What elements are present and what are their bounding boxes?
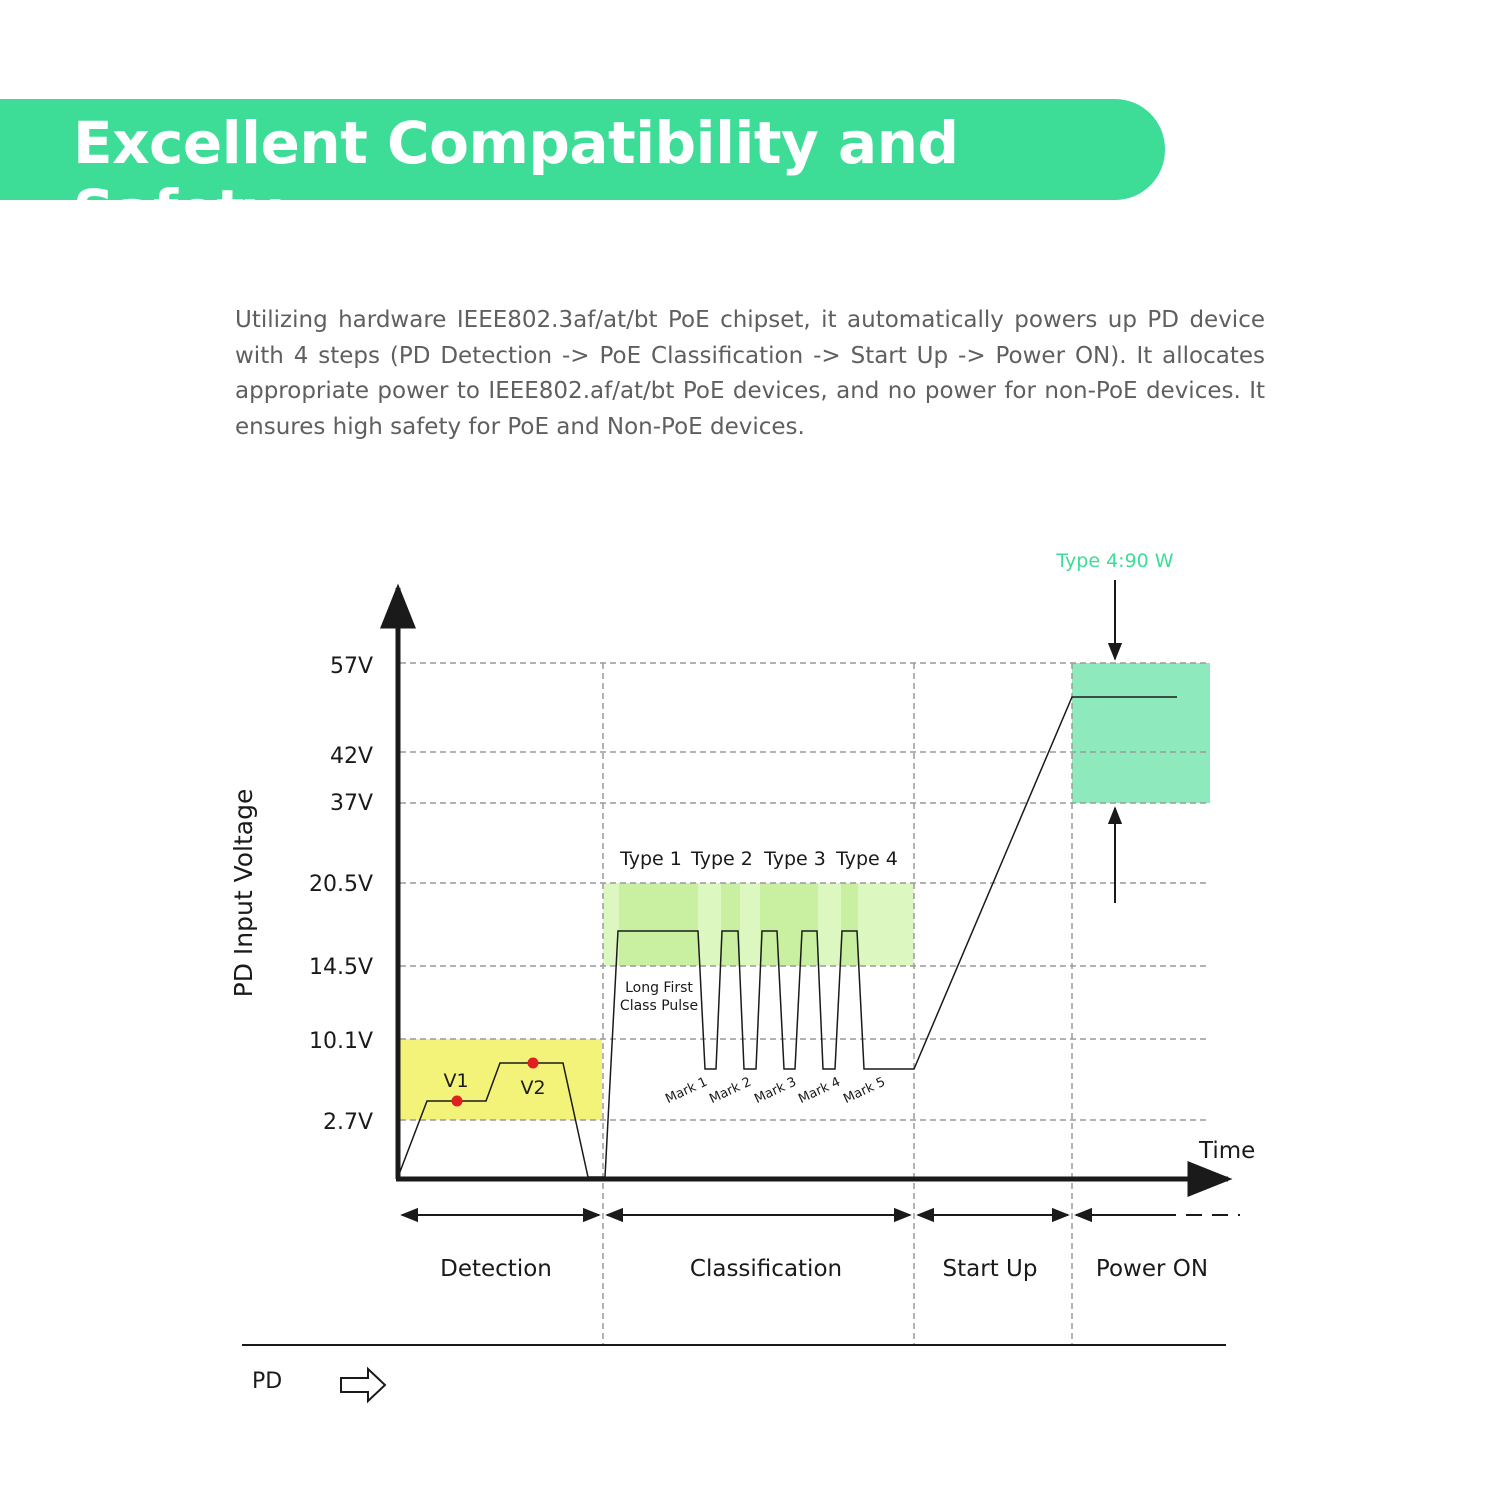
type-1-label: Type 1: [620, 848, 682, 870]
mark-1-label: Mark 1: [663, 1074, 710, 1108]
mark-labels: [663, 1075, 888, 1107]
type-3-label: Type 3: [764, 848, 826, 870]
point-v2: [528, 1058, 539, 1069]
page-title: Excellent Compatibility and Safety: [73, 109, 959, 245]
tick-20-5v: 20.5V: [308, 872, 373, 897]
pulse-label-line2: Class Pulse: [619, 998, 699, 1014]
tick-2-7v: 2.7V: [322, 1110, 373, 1135]
type-2-label: Type 2: [691, 848, 753, 870]
y-tick-labels: [309, 654, 373, 1135]
intro-paragraph: Utilizing hardware IEEE802.3af/at/bt PoE chipset, it automatically powers up PD device with 4 steps (PD Detection -> PoE Classification -> Start Up -> Power ON). It allocates appropriate power to IEEE802.af/at/bt PoE devices, and no power for non-PoE devices. It ensures high safety for PoE and Non-PoE devices.: [235, 307, 1265, 440]
phase-power-on: Power ON: [1095, 1256, 1209, 1282]
detection-zone: [400, 1039, 602, 1120]
tick-10-1v: 10.1V: [308, 1029, 373, 1054]
y-axis-label: PD Input Voltage: [229, 788, 258, 998]
tick-37v: 37V: [329, 791, 373, 816]
x-axis-label: Time: [1199, 1138, 1256, 1164]
mark-5-label: Mark 5: [841, 1074, 888, 1108]
tick-57v: 57V: [329, 654, 373, 679]
power-on-zone: [1072, 663, 1210, 803]
v1-label: V1: [443, 1070, 469, 1092]
tick-14-5v: 14.5V: [308, 955, 373, 980]
v2-label: V2: [520, 1077, 546, 1099]
type-power-label: Type 4:90 W: [1056, 550, 1174, 572]
pd-label: PD: [252, 1369, 283, 1394]
mark-2-label: Mark 2: [707, 1074, 754, 1108]
mark-3-label: Mark 3: [752, 1074, 799, 1108]
phase-start-up: Start Up: [942, 1256, 1038, 1282]
classification-zone: [603, 883, 914, 966]
mark-4-label: Mark 4: [796, 1074, 843, 1108]
tick-42v: 42V: [329, 744, 373, 769]
pulse-label-line1: Long First: [625, 980, 693, 996]
phase-classification: Classification: [689, 1256, 843, 1282]
outline-arrow-icon: [341, 1369, 385, 1401]
type-4-label: Type 4: [836, 848, 898, 870]
point-v1: [452, 1096, 463, 1107]
phase-labels: [440, 1256, 1208, 1282]
type-labels: [619, 848, 898, 870]
phase-detection: Detection: [440, 1256, 552, 1282]
